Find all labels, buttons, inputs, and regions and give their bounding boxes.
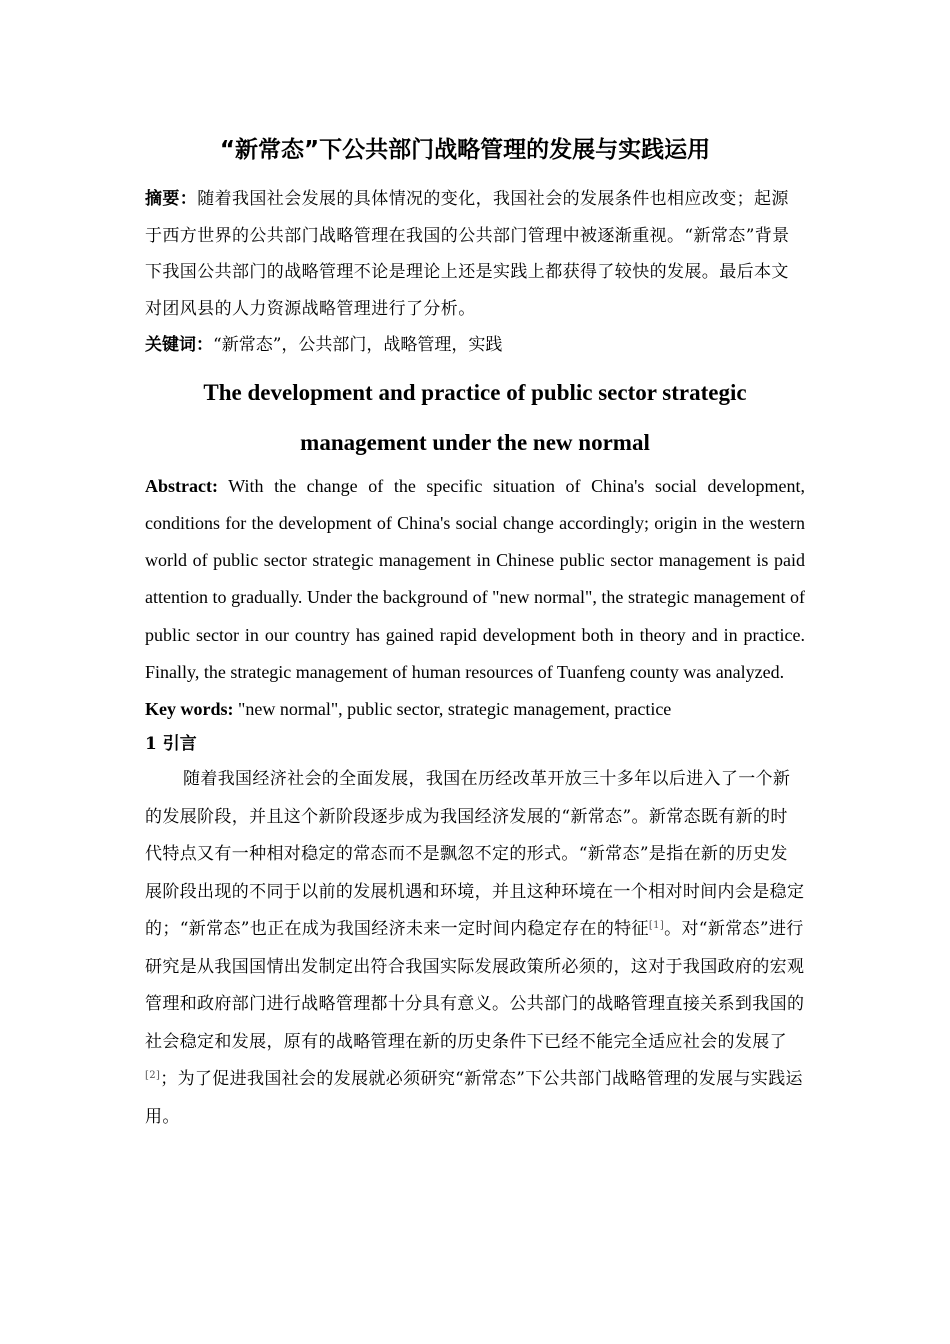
paper-content [145,133,805,1136]
chinese-abstract-label: 摘要： [145,189,198,209]
section-heading-introduction: 1 引言 [145,734,197,755]
chinese-keywords-label: 关键词： [145,335,213,355]
chinese-abstract [145,181,805,327]
english-abstract-label: Abstract: [145,475,218,496]
chinese-keywords-text: “新常态”，公共部门，战略管理，实践 [213,335,503,355]
english-abstract-text: With the change of the specific situation of China's social development, conditions for the development of China's social change accordingly; origin in the western world of public sector strategic management in Chinese public sector management is paid attention to gradually. Under the background of "new normal", the strategic management of public sector in our country has gained rapid development both in theory and in practice. Finally, the strategic management of human resources of Tuanfeng county was analyzed. [145,475,805,682]
chinese-title: “新常态”下公共部门战略管理的发展与实践运用 [219,137,711,163]
chinese-abstract-text: 随着我国社会发展的具体情况的变化，我国社会的发展条件也相应改变；起源于西方世界的公共部门战略管理在我国的公共部门管理中被逐渐重视。“新常态”背景下我国公共部门的战略管理不论是理论上还是实践上都获得了较快的发展。最后本文对团风县的人力资源战略管理进行了分析。 [145,189,790,319]
english-title-line2: management under the new normal [300,429,650,455]
english-keywords-label: Key words: [145,699,234,720]
english-keywords [145,691,805,727]
citation-ref-2[interactable]: [2] [145,1070,161,1082]
english-keywords-text: "new normal", public sector, strategic management, practice [233,699,672,720]
intro-text-part1: 随着我国经济社会的全面发展，我国在历经改革开放三十多年以后进入了一个新的发展阶段，并且这个新阶段逐步成为我国经济发展的“新常态”。新常态既有新的时代特点又有一种相对稳定的常态而不是飘忽不定的形式。“新常态”是指在新的历史发展阶段出现的不同于以前的发展机遇和环境，并且这种环境在一个相对时间内会是稳定的；“新常态”也正在成为我国经济未来一定时间内稳定存在的特征 [145,769,805,940]
english-title [145,368,805,468]
intro-text-part3: ；为了促进我国社会的发展就必须研究“新常态”下公共部门战略管理的发展与实践运用。 [145,1069,803,1127]
introduction-paragraph [145,761,805,1136]
chinese-keywords [145,327,805,364]
english-title-line1: The development and practice of public sector strategic [203,379,747,405]
intro-text-part2: 。对“新常态”进行研究是从我国国情出发制定出符合我国实际发展政策所必须的，这对于我国政府的宏观管理和政府部门进行战略管理都十分具有意义。公共部门的战略管理直接关系到我国的社会稳定和发展，原有的战略管理在新的历史条件下已经不能完全适应社会的发展了 [145,919,805,1052]
citation-ref-1[interactable]: [1] [648,920,665,932]
english-abstract [145,468,805,692]
